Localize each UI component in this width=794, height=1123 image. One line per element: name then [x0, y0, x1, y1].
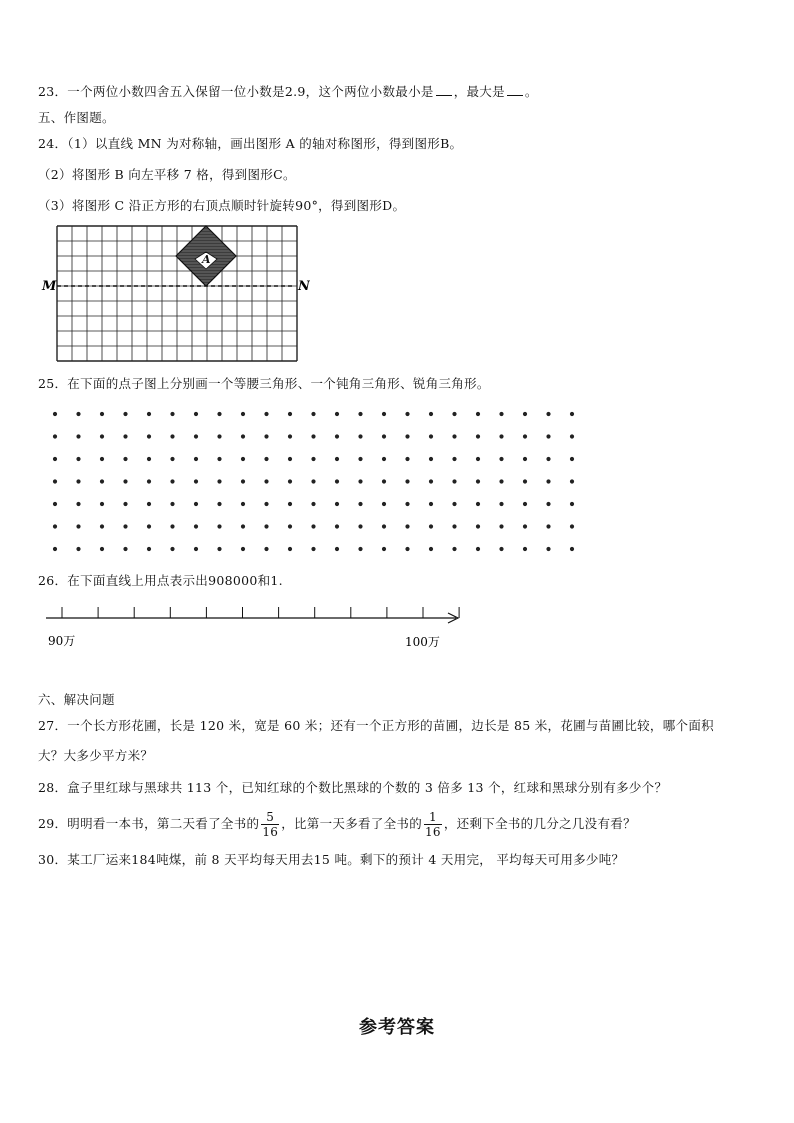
- grid-dot[interactable]: [358, 479, 362, 483]
- grid-dot[interactable]: [429, 479, 433, 483]
- grid-dot[interactable]: [476, 547, 480, 551]
- grid-dot[interactable]: [147, 457, 151, 461]
- grid-dot[interactable]: [76, 434, 80, 438]
- grid-dot[interactable]: [358, 434, 362, 438]
- grid-dot[interactable]: [358, 524, 362, 528]
- grid-dot[interactable]: [452, 412, 456, 416]
- grid-dot[interactable]: [264, 412, 268, 416]
- question-26: 26．在下面直线上用点表示出908000和1.: [38, 573, 283, 588]
- grid-dot[interactable]: [288, 434, 292, 438]
- grid-dot[interactable]: [311, 412, 315, 416]
- grid-dot[interactable]: [241, 412, 245, 416]
- grid-dot[interactable]: [264, 434, 268, 438]
- grid-dot[interactable]: [288, 524, 292, 528]
- grid-dot[interactable]: [53, 434, 57, 438]
- grid-dot[interactable]: [170, 479, 174, 483]
- question-29-part-b: ，比第一天多看了全书的: [281, 816, 422, 831]
- grid-dot[interactable]: [76, 412, 80, 416]
- grid-dot[interactable]: [194, 547, 198, 551]
- grid-dot[interactable]: [452, 524, 456, 528]
- grid-dot[interactable]: [523, 547, 527, 551]
- grid-dot[interactable]: [358, 547, 362, 551]
- grid-dot[interactable]: [452, 434, 456, 438]
- grid-dot[interactable]: [382, 434, 386, 438]
- grid-dot[interactable]: [335, 457, 339, 461]
- grid-dot[interactable]: [335, 479, 339, 483]
- grid-dot[interactable]: [499, 547, 503, 551]
- grid-dot[interactable]: [405, 457, 409, 461]
- grid-dot[interactable]: [311, 502, 315, 506]
- grid-dot[interactable]: [358, 412, 362, 416]
- grid-dot[interactable]: [53, 412, 57, 416]
- grid-dot[interactable]: [429, 457, 433, 461]
- grid-dot[interactable]: [147, 524, 151, 528]
- grid-dot[interactable]: [123, 479, 127, 483]
- grid-dot[interactable]: [570, 547, 574, 551]
- grid-dot[interactable]: [405, 524, 409, 528]
- fraction-numerator: 1: [424, 810, 442, 825]
- grid-dot[interactable]: [194, 434, 198, 438]
- number-line-ticks: [62, 607, 459, 618]
- grid-dot[interactable]: [264, 547, 268, 551]
- grid-dot[interactable]: [476, 457, 480, 461]
- question-27-line-2: 大？大多少平方米？: [38, 748, 154, 763]
- fraction-numerator: 5: [261, 810, 279, 825]
- grid-dot[interactable]: [100, 457, 104, 461]
- grid-dot[interactable]: [335, 547, 339, 551]
- grid-dot[interactable]: [217, 479, 221, 483]
- grid-dot[interactable]: [335, 434, 339, 438]
- grid-dot[interactable]: [499, 434, 503, 438]
- grid-dot[interactable]: [100, 434, 104, 438]
- question-23-text-b: ，最大是: [453, 84, 505, 99]
- grid-dot[interactable]: [476, 412, 480, 416]
- grid-dot[interactable]: [147, 412, 151, 416]
- grid-dot[interactable]: [358, 457, 362, 461]
- grid-dot[interactable]: [405, 412, 409, 416]
- grid-dot[interactable]: [76, 457, 80, 461]
- grid-dot[interactable]: [311, 479, 315, 483]
- grid-dot[interactable]: [288, 547, 292, 551]
- grid-dot[interactable]: [311, 434, 315, 438]
- grid-dot[interactable]: [170, 547, 174, 551]
- grid-dot[interactable]: [546, 547, 550, 551]
- grid-dot[interactable]: [429, 412, 433, 416]
- grid-dot[interactable]: [217, 547, 221, 551]
- grid-dot[interactable]: [123, 547, 127, 551]
- grid-dot[interactable]: [147, 502, 151, 506]
- grid-dot[interactable]: [147, 479, 151, 483]
- grid-dot[interactable]: [546, 434, 550, 438]
- grid-dot[interactable]: [76, 502, 80, 506]
- grid-dot[interactable]: [335, 524, 339, 528]
- grid-dot[interactable]: [523, 434, 527, 438]
- grid-dot[interactable]: [76, 524, 80, 528]
- grid-dot[interactable]: [170, 502, 174, 506]
- grid-dot[interactable]: [288, 457, 292, 461]
- grid-dot[interactable]: [76, 547, 80, 551]
- grid-dot[interactable]: [429, 434, 433, 438]
- grid-dot[interactable]: [194, 502, 198, 506]
- grid-dot[interactable]: [476, 524, 480, 528]
- grid-dot[interactable]: [123, 524, 127, 528]
- grid-dot[interactable]: [452, 479, 456, 483]
- grid-dot[interactable]: [53, 457, 57, 461]
- grid-dot[interactable]: [217, 524, 221, 528]
- grid-dot[interactable]: [405, 547, 409, 551]
- grid-dot[interactable]: [429, 547, 433, 551]
- grid-dot[interactable]: [53, 479, 57, 483]
- grid-dot[interactable]: [217, 457, 221, 461]
- grid-dot[interactable]: [100, 502, 104, 506]
- grid-dot[interactable]: [311, 457, 315, 461]
- grid-dot[interactable]: [311, 547, 315, 551]
- grid-dot[interactable]: [452, 502, 456, 506]
- grid-dot[interactable]: [170, 412, 174, 416]
- grid-dot[interactable]: [382, 412, 386, 416]
- grid-dot[interactable]: [523, 524, 527, 528]
- question-23: [38, 84, 538, 100]
- grid-dot[interactable]: [382, 479, 386, 483]
- grid-dot[interactable]: [570, 457, 574, 461]
- label-90-wan: 90万: [48, 634, 76, 648]
- fraction-denominator: 16: [425, 825, 441, 839]
- grid-dot[interactable]: [570, 479, 574, 483]
- fraction-denominator: 16: [262, 825, 279, 839]
- grid-dot[interactable]: [288, 479, 292, 483]
- question-24-part-2: （2）将图形 B 向左平移 7 格，得到图形C。: [38, 167, 296, 182]
- section-heading-drawing: 五、作图题。: [38, 110, 115, 125]
- grid-dot[interactable]: [476, 479, 480, 483]
- grid-dot[interactable]: [241, 479, 245, 483]
- grid-dot[interactable]: [100, 524, 104, 528]
- grid-dot[interactable]: [123, 457, 127, 461]
- grid-dot[interactable]: [382, 502, 386, 506]
- grid-dot[interactable]: [241, 434, 245, 438]
- grid-dot[interactable]: [100, 547, 104, 551]
- grid-dot[interactable]: [217, 502, 221, 506]
- grid-dot[interactable]: [335, 502, 339, 506]
- grid-dot[interactable]: [358, 502, 362, 506]
- shape-a-label: A: [202, 253, 211, 266]
- grid-dot[interactable]: [499, 457, 503, 461]
- grid-dot[interactable]: [523, 502, 527, 506]
- grid-dot[interactable]: [499, 524, 503, 528]
- grid-dot[interactable]: [147, 434, 151, 438]
- grid-dot[interactable]: [123, 434, 127, 438]
- question-24-part-3: （3）将图形 C 沿正方形的右顶点顺时针旋转90°，得到图形D。: [38, 198, 406, 213]
- label-100-wan: 100万: [405, 635, 440, 649]
- fraction-5-16: [261, 810, 279, 839]
- grid-dot[interactable]: [405, 479, 409, 483]
- question-29: [38, 806, 636, 842]
- question-24-part-1: 24．（1）以直线 MN 为对称轴，画出图形 A 的轴对称图形，得到图形B。: [38, 136, 463, 151]
- grid-dot[interactable]: [170, 434, 174, 438]
- grid-dot[interactable]: [452, 547, 456, 551]
- grid-dot[interactable]: [194, 479, 198, 483]
- grid-dot[interactable]: [405, 502, 409, 506]
- grid-dot[interactable]: [100, 479, 104, 483]
- grid-dot[interactable]: [194, 412, 198, 416]
- answer-key-title: 参考答案: [359, 1017, 435, 1038]
- grid-dot[interactable]: [241, 547, 245, 551]
- grid-dot[interactable]: [429, 524, 433, 528]
- dot-grid-svg: [40, 402, 585, 562]
- grid-dot[interactable]: [429, 502, 433, 506]
- grid-dot[interactable]: [499, 479, 503, 483]
- grid-dot[interactable]: [382, 457, 386, 461]
- grid-dot[interactable]: [570, 412, 574, 416]
- grid-dot[interactable]: [288, 502, 292, 506]
- grid-dot[interactable]: [499, 412, 503, 416]
- grid-dot[interactable]: [123, 412, 127, 416]
- grid-dot[interactable]: [264, 479, 268, 483]
- label-m: M: [42, 279, 57, 294]
- grid-dot[interactable]: [217, 434, 221, 438]
- grid-dot[interactable]: [241, 502, 245, 506]
- section-heading-problems: 六、解决问题: [38, 692, 115, 707]
- grid-dot[interactable]: [194, 524, 198, 528]
- grid-dot[interactable]: [476, 434, 480, 438]
- grid-dot[interactable]: [546, 412, 550, 416]
- question-23-text-c: 。: [524, 84, 538, 99]
- grid-dot[interactable]: [264, 457, 268, 461]
- question-30: 30．某工厂运来184吨煤，前 8 天平均每天用去15 吨。剩下的预计 4 天用完， 平均每天可用多少吨？: [38, 852, 625, 867]
- grid-dot[interactable]: [241, 524, 245, 528]
- question-27-line-1: 27．一个长方形花圃，长是 120 米，宽是 60 米；还有一个正方形的苗圃，边长是 85 米，花圃与苗圃比较，哪个面积: [38, 718, 714, 733]
- question-29-part-c: ，还剩下全书的几分之几没有看？: [443, 816, 636, 831]
- symmetry-grid-figure: [40, 222, 310, 364]
- grid-dot[interactable]: [570, 524, 574, 528]
- grid-dot[interactable]: [499, 502, 503, 506]
- grid-dot[interactable]: [53, 547, 57, 551]
- number-line-svg: [40, 600, 470, 655]
- grid-dot[interactable]: [546, 524, 550, 528]
- fraction-1-16: [424, 810, 442, 839]
- grid-dot[interactable]: [405, 434, 409, 438]
- number-line[interactable]: [40, 600, 470, 655]
- grid-dot[interactable]: [170, 457, 174, 461]
- question-28: 28．盒子里红球与黑球共 113 个，已知红球的个数比黑球的个数的 3 倍多 13 个，红球和黑球分别有多少个？: [38, 780, 668, 795]
- grid-dot[interactable]: [264, 524, 268, 528]
- grid-dot[interactable]: [217, 412, 221, 416]
- grid-dot[interactable]: [264, 502, 268, 506]
- grid-dot[interactable]: [570, 434, 574, 438]
- grid-dot[interactable]: [53, 524, 57, 528]
- grid-dot[interactable]: [53, 502, 57, 506]
- grid-dot[interactable]: [311, 524, 315, 528]
- grid-dot[interactable]: [288, 412, 292, 416]
- grid-dot[interactable]: [335, 412, 339, 416]
- question-23-text-a: 23．一个两位小数四舍五入保留一位小数是2.9，这个两位小数最小是: [38, 84, 434, 99]
- grid-dot[interactable]: [523, 457, 527, 461]
- grid-svg: [40, 222, 310, 364]
- grid-dot[interactable]: [76, 479, 80, 483]
- grid-dot[interactable]: [452, 457, 456, 461]
- grid-dot[interactable]: [382, 524, 386, 528]
- grid-dot[interactable]: [241, 457, 245, 461]
- grid-dot[interactable]: [476, 502, 480, 506]
- answer-blank-max[interactable]: [507, 84, 523, 96]
- grid-dot[interactable]: [382, 547, 386, 551]
- grid-dot[interactable]: [194, 457, 198, 461]
- question-25: 25．在下面的点子图上分别画一个等腰三角形、一个钝角三角形、锐角三角形。: [38, 376, 490, 391]
- grid-lines: [57, 226, 297, 361]
- grid-dot[interactable]: [147, 547, 151, 551]
- label-n: N: [298, 279, 310, 294]
- grid-dot[interactable]: [570, 502, 574, 506]
- grid-dot[interactable]: [523, 412, 527, 416]
- grid-dot[interactable]: [546, 457, 550, 461]
- grid-dot[interactable]: [523, 479, 527, 483]
- grid-dot[interactable]: [546, 479, 550, 483]
- dot-grid[interactable]: [40, 402, 585, 562]
- grid-dot[interactable]: [170, 524, 174, 528]
- question-29-part-a: 29．明明看一本书，第二天看了全书的: [38, 816, 260, 831]
- answer-blank-min[interactable]: [436, 84, 452, 96]
- grid-dot[interactable]: [546, 502, 550, 506]
- grid-dot[interactable]: [100, 412, 104, 416]
- grid-dot[interactable]: [123, 502, 127, 506]
